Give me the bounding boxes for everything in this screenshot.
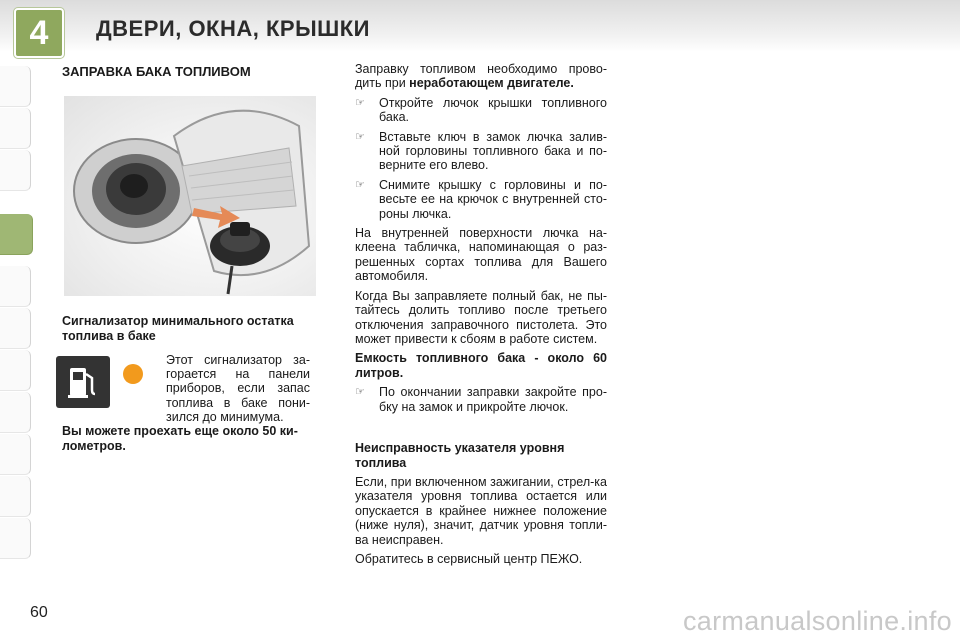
fault-heading: Неисправность указателя уровня топлива [355,440,565,470]
chapter-tab-2[interactable] [0,108,31,149]
chapter-tab-5[interactable] [0,266,31,307]
chapter-badge [14,8,64,58]
pointing-hand-icon: ☞ [355,130,365,143]
chapter-number: 4 [29,13,49,52]
label-paragraph: На внутренней поверхности лючка на-клеена табличка, напоминающая о раз-решенных сортах топлива для Вашего автомобиля. [355,226,607,284]
fuel-cap-illustration [64,96,316,296]
pointing-hand-icon: ☞ [355,96,365,109]
page-title: ДВЕРИ, ОКНА, КРЫШКИ [96,16,370,41]
intro-text: Заправку топливом необходимо прово-дить при [355,62,607,91]
intro-paragraph [355,62,607,91]
pointing-hand-icon: ☞ [355,178,365,191]
chapter-tab-strip [0,66,34,576]
chapter-tab-4-active[interactable] [0,214,33,255]
chapter-tab-1[interactable] [0,66,31,107]
step-text: Откройте лючок крышки топливного бака. [379,95,607,125]
chapter-tab-10[interactable] [0,476,31,517]
service-paragraph: Обратитесь в сервисный центр ПЕЖО. [355,551,583,566]
step-item [355,96,607,125]
watermark: carmanualsonline.info [683,606,952,636]
step-text: По окончании заправки закройте про-бку на замок и прикройте лючок. [379,385,607,414]
warning-lamp-indicator [123,364,143,384]
pointing-hand-icon: ☞ [355,386,365,399]
tank-capacity: Емкость топливного бака - около 60 литров. [355,351,607,380]
fault-paragraph: Если, при включенном зажигании, стрел-ка указателя уровня топлива остается или опускается в крайнее нижнее положение (ниже нуля), значит, датчик уровня топли-ва неисправен. [355,474,607,547]
step-item [355,178,607,221]
fuel-pump-icon [56,356,110,408]
chapter-tab-6[interactable] [0,308,31,349]
page-number: 60 [30,604,48,621]
step-text: Вставьте ключ в замок лючка залив-ной горловины топливного бака и по-верните его влево. [379,129,607,173]
remaining-range-note: Вы можете проехать еще около 50 ки-лометров. [62,424,298,453]
step-text: Снимите крышку с горловины и по-весьте ее на крючок с внутренней сто-роны лючка. [379,177,607,221]
chapter-tab-9[interactable] [0,434,31,475]
section-heading: ЗАПРАВКА БАКА ТОПЛИВОМ [62,64,251,79]
chapter-tab-11[interactable] [0,518,31,559]
chapter-tab-3[interactable] [0,150,31,191]
warning-lamp-heading: Сигнализатор минимального остатка топлива в баке [62,314,294,343]
intro-emphasis: неработающем двигателе. [409,76,574,91]
refuelling-instructions [355,62,607,571]
step-item [355,385,607,414]
warning-lamp-text: Этот сигнализатор за-горается на панели приборов, если запас топлива в баке пони-зился до минимума. [166,353,310,424]
chapter-tab-8[interactable] [0,392,31,433]
chapter-tab-7[interactable] [0,350,31,391]
fuel-filler-photo [64,96,316,296]
full-tank-paragraph: Когда Вы заправляете полный бак, не пы-тайтесь долить топливо после третьего отключения заправочного пистолета. Это может привести к сбоям в работе систем. [355,288,607,346]
step-item [355,130,607,173]
